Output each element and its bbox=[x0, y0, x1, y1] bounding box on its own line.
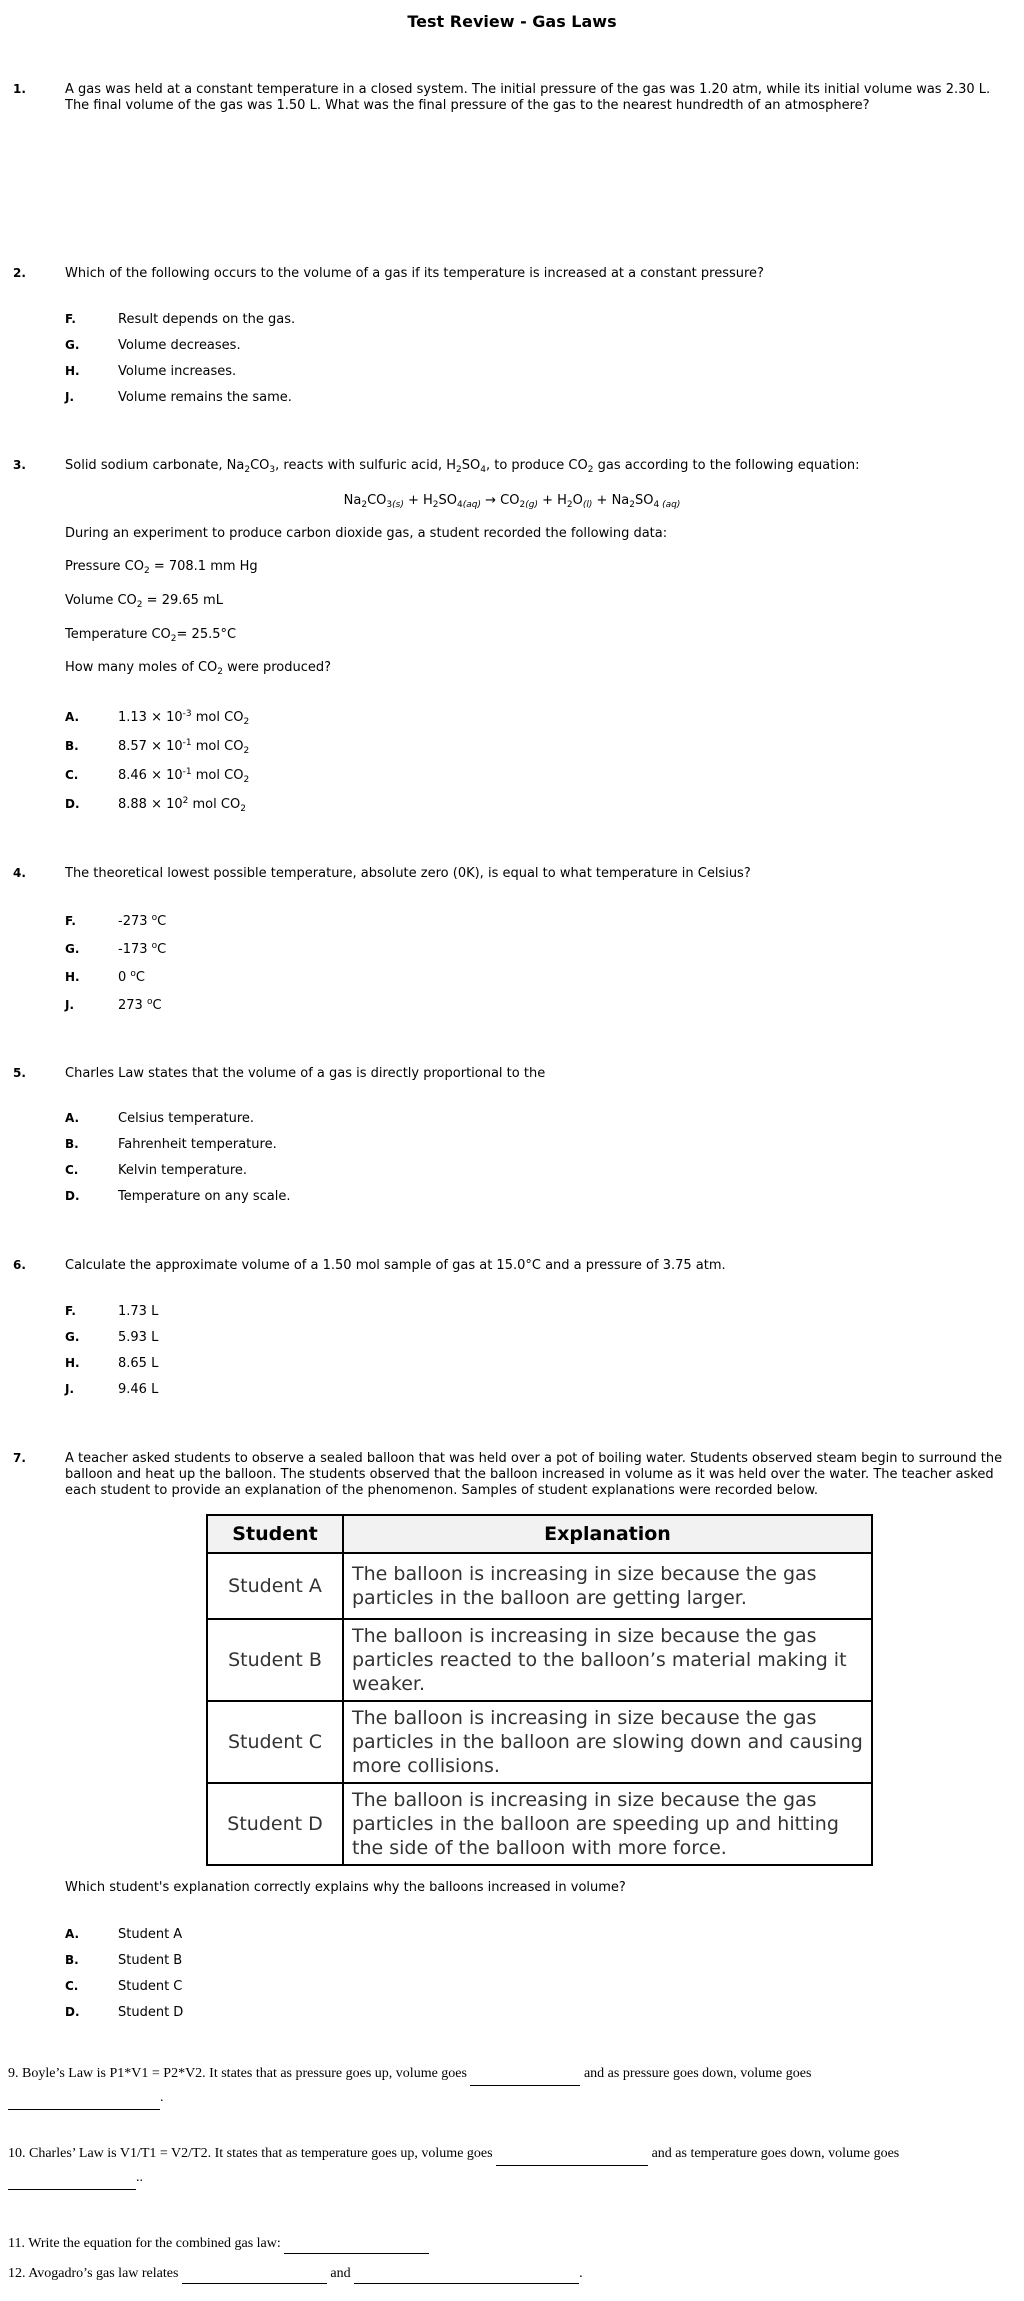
answer-option[interactable] bbox=[65, 1356, 965, 1376]
chemical-equation: $Na_2CO_{3(s)} + H_2SO_{4(aq)} \to CO_{2(g)} + H_2O_{(l)} + Na_2SO_{4 (aq)}$ bbox=[343, 493, 681, 510]
option-text: 1.73 L bbox=[118, 1304, 159, 1319]
option-text: Volume remains the same. bbox=[118, 390, 292, 405]
student-cell: Student B bbox=[207, 1619, 343, 1701]
option-letter: A. bbox=[65, 710, 80, 724]
answer-blank[interactable] bbox=[470, 2071, 580, 2086]
question-text: Calculate the approximate volume of a 1.50 mol sample of gas at 15.0°C and a pressure of 3.75 atm. bbox=[65, 1258, 726, 1273]
answer-option[interactable] bbox=[65, 797, 965, 817]
column-header: Explanation bbox=[343, 1515, 872, 1553]
table-row bbox=[207, 1701, 872, 1783]
answer-option[interactable] bbox=[65, 1953, 965, 1973]
explanation-cell: The balloon is increasing in size because the gas particles in the balloon are speeding up and hitting the side of the balloon with more force. bbox=[343, 1783, 872, 1865]
option-letter: H. bbox=[65, 364, 80, 378]
answer-option[interactable] bbox=[65, 970, 965, 990]
question-number: 6. bbox=[13, 1258, 26, 1272]
option-text: 8.65 L bbox=[118, 1356, 159, 1371]
option-text: Volume increases. bbox=[118, 364, 237, 379]
option-letter: B. bbox=[65, 739, 79, 753]
answer-blank[interactable] bbox=[182, 2269, 327, 2284]
answer-option[interactable] bbox=[65, 1382, 965, 1402]
question-12: 12. Avogadro’s gas law relates and . bbox=[8, 2264, 1018, 2284]
option-text: $8.88 \times 10^2$ mol $CO_2$ bbox=[118, 796, 246, 814]
answer-option[interactable] bbox=[65, 364, 965, 384]
answer-option[interactable] bbox=[65, 710, 965, 730]
table-row bbox=[207, 1783, 872, 1865]
answer-option[interactable] bbox=[65, 739, 965, 759]
answer-option[interactable] bbox=[65, 942, 965, 962]
student-cell: Student C bbox=[207, 1701, 343, 1783]
question-text: Which of the following occurs to the volume of a gas if its temperature is increased at a constant pressure? bbox=[65, 266, 764, 281]
option-letter: D. bbox=[65, 2005, 80, 2019]
question-number: 7. bbox=[13, 1451, 26, 1465]
option-text: $1.13 \times 10^{-3}$ mol $CO_2$ bbox=[118, 709, 250, 727]
volume-data: Volume $CO_2 = 29.65$ mL bbox=[65, 593, 223, 610]
question-text: Solid sodium carbonate, $Na_2CO_3$, reacts with sulfuric acid, $H_2SO_4$, to produce $CO_2$ gas according to the following equation: bbox=[65, 458, 860, 475]
table-row bbox=[207, 1619, 872, 1701]
explanation-table bbox=[206, 1514, 873, 1866]
temperature-data: Temperature $CO_2= 25.5^\circ C$ bbox=[65, 627, 237, 644]
option-letter: J. bbox=[65, 998, 75, 1012]
option-text: Temperature on any scale. bbox=[118, 1189, 291, 1204]
question-prompt: How many moles of $CO_2$ were produced? bbox=[65, 660, 332, 677]
question-text: A gas was held at a constant temperature in a closed system. The initial pressure of the gas was 1.20 atm, while its initial volume was 2.30 L. The final volume of the gas was 1.50 L. What was the final pressure of the gas to the nearest hundredth of an atmosphere? bbox=[65, 82, 991, 113]
answer-option[interactable] bbox=[65, 1330, 965, 1350]
answer-option[interactable] bbox=[65, 1979, 965, 1999]
question-number: 3. bbox=[13, 458, 26, 472]
question-number: 4. bbox=[13, 866, 26, 880]
option-letter: H. bbox=[65, 970, 80, 984]
option-letter: G. bbox=[65, 1330, 80, 1344]
option-text: 0 $^o$C bbox=[118, 969, 145, 985]
pressure-data: Pressure $CO_2 = 708.1$ mm Hg bbox=[65, 559, 258, 576]
option-text: Student B bbox=[118, 1953, 183, 1968]
answer-blank[interactable] bbox=[496, 2151, 648, 2166]
option-letter: G. bbox=[65, 942, 80, 956]
answer-option[interactable] bbox=[65, 1304, 965, 1324]
column-header: Student bbox=[207, 1515, 343, 1553]
student-cell: Student A bbox=[207, 1553, 343, 1619]
option-letter: F. bbox=[65, 312, 76, 326]
student-cell: Student D bbox=[207, 1783, 343, 1865]
option-letter: J. bbox=[65, 1382, 75, 1396]
page-title: Test Review - Gas Laws bbox=[407, 12, 617, 31]
option-letter: C. bbox=[65, 768, 79, 782]
question-text: A teacher asked students to observe a sealed balloon that was held over a pot of boiling water. Students observed steam begin to surround the balloon and heat up the balloon. The students observed that the balloon increased in volume as it was held over the water. The teacher asked each student to provide an explanation of the phenomenon. Samples of student explanations were recorded below. bbox=[65, 1451, 1003, 1498]
option-letter: B. bbox=[65, 1953, 79, 1967]
option-letter: C. bbox=[65, 1163, 79, 1177]
question-number: 5. bbox=[13, 1066, 26, 1080]
option-text: 273 $^o$C bbox=[118, 997, 162, 1013]
answer-option[interactable] bbox=[65, 998, 965, 1018]
question-prompt: Which student's explanation correctly explains why the balloons increased in volume? bbox=[65, 1880, 626, 1895]
answer-option[interactable] bbox=[65, 1189, 965, 1209]
answer-option[interactable] bbox=[65, 768, 965, 788]
question-text: and as pressure goes down, volume goes bbox=[583, 2066, 812, 2081]
question-10: 10. Charles’ Law is V1/T1 = V2/T2. It states that as temperature goes up, volume goes and as temperature goes down, volume goes .. bbox=[8, 2142, 1018, 2190]
option-letter: B. bbox=[65, 1137, 79, 1151]
answer-blank[interactable] bbox=[8, 2095, 160, 2110]
table-row bbox=[207, 1553, 872, 1619]
question-text: 10. Charles’ Law is V1/T1 = V2/T2. It states that as temperature goes up, volume goes bbox=[8, 2146, 493, 2161]
question-number: 1. bbox=[13, 82, 26, 96]
option-letter: J. bbox=[65, 390, 75, 404]
question-text: The theoretical lowest possible temperature, absolute zero (0K), is equal to what temperature in Celsius? bbox=[65, 866, 751, 881]
question-11 bbox=[8, 2234, 1018, 2254]
answer-option[interactable] bbox=[65, 390, 965, 410]
question-text: 11. Write the equation for the combined gas law: bbox=[8, 2236, 281, 2251]
answer-option[interactable] bbox=[65, 338, 965, 358]
option-text: Fahrenheit temperature. bbox=[118, 1137, 277, 1152]
question-text: and bbox=[330, 2266, 351, 2281]
explanation-cell: The balloon is increasing in size because the gas particles in the balloon are slowing down and causing more collisions. bbox=[343, 1701, 872, 1783]
option-letter: C. bbox=[65, 1979, 79, 1993]
answer-option[interactable] bbox=[65, 1111, 965, 1131]
option-letter: H. bbox=[65, 1356, 80, 1370]
explanation-cell: The balloon is increasing in size because the gas particles in the balloon are getting larger. bbox=[343, 1553, 872, 1619]
option-letter: D. bbox=[65, 797, 80, 811]
question-text: and as temperature goes down, volume goes bbox=[651, 2146, 900, 2161]
answer-option[interactable] bbox=[65, 914, 965, 934]
option-letter: G. bbox=[65, 338, 80, 352]
answer-option[interactable] bbox=[65, 1927, 965, 1947]
answer-option[interactable] bbox=[65, 1137, 965, 1157]
option-text: -173 $^o$C bbox=[118, 941, 167, 957]
question-text: 9. Boyle’s Law is P1*V1 = P2*V2. It states that as pressure goes up, volume goes bbox=[8, 2066, 467, 2081]
option-letter: A. bbox=[65, 1111, 80, 1125]
explanation-cell: The balloon is increasing in size because the gas particles reacted to the balloon’s material making it weaker. bbox=[343, 1619, 872, 1701]
option-text: Student A bbox=[118, 1927, 183, 1942]
option-text: $8.57 \times 10^{-1}$ mol $CO_2$ bbox=[118, 738, 250, 756]
answer-blank[interactable] bbox=[284, 2239, 429, 2254]
question-number: 2. bbox=[13, 266, 26, 280]
option-text: Kelvin temperature. bbox=[118, 1163, 248, 1178]
option-text: Volume decreases. bbox=[118, 338, 241, 353]
option-letter: A. bbox=[65, 1927, 80, 1941]
question-9: 9. Boyle’s Law is P1*V1 = P2*V2. It states that as pressure goes up, volume goes and as pressure goes down, volume goes . bbox=[8, 2062, 1018, 2110]
option-text: Celsius temperature. bbox=[118, 1111, 255, 1126]
option-letter: F. bbox=[65, 914, 76, 928]
question-text: Charles Law states that the volume of a gas is directly proportional to the bbox=[65, 1066, 546, 1081]
data-intro: During an experiment to produce carbon dioxide gas, a student recorded the following data: bbox=[65, 526, 668, 541]
answer-option[interactable] bbox=[65, 312, 965, 332]
option-text: Student C bbox=[118, 1979, 183, 1994]
option-text: 5.93 L bbox=[118, 1330, 159, 1345]
table-header-row bbox=[207, 1515, 872, 1553]
answer-option[interactable] bbox=[65, 2005, 965, 2025]
option-letter: D. bbox=[65, 1189, 80, 1203]
option-text: -273 $^o$C bbox=[118, 913, 167, 929]
option-text: Result depends on the gas. bbox=[118, 312, 296, 327]
option-text: Student D bbox=[118, 2005, 184, 2020]
answer-option[interactable] bbox=[65, 1163, 965, 1183]
option-text: 9.46 L bbox=[118, 1382, 159, 1397]
question-text: 12. Avogadro’s gas law relates bbox=[8, 2266, 179, 2281]
answer-blank[interactable] bbox=[8, 2175, 136, 2190]
option-text: $8.46 \times 10^{-1}$ mol $CO_2$ bbox=[118, 767, 250, 785]
option-letter: F. bbox=[65, 1304, 76, 1318]
answer-blank[interactable] bbox=[354, 2269, 579, 2284]
